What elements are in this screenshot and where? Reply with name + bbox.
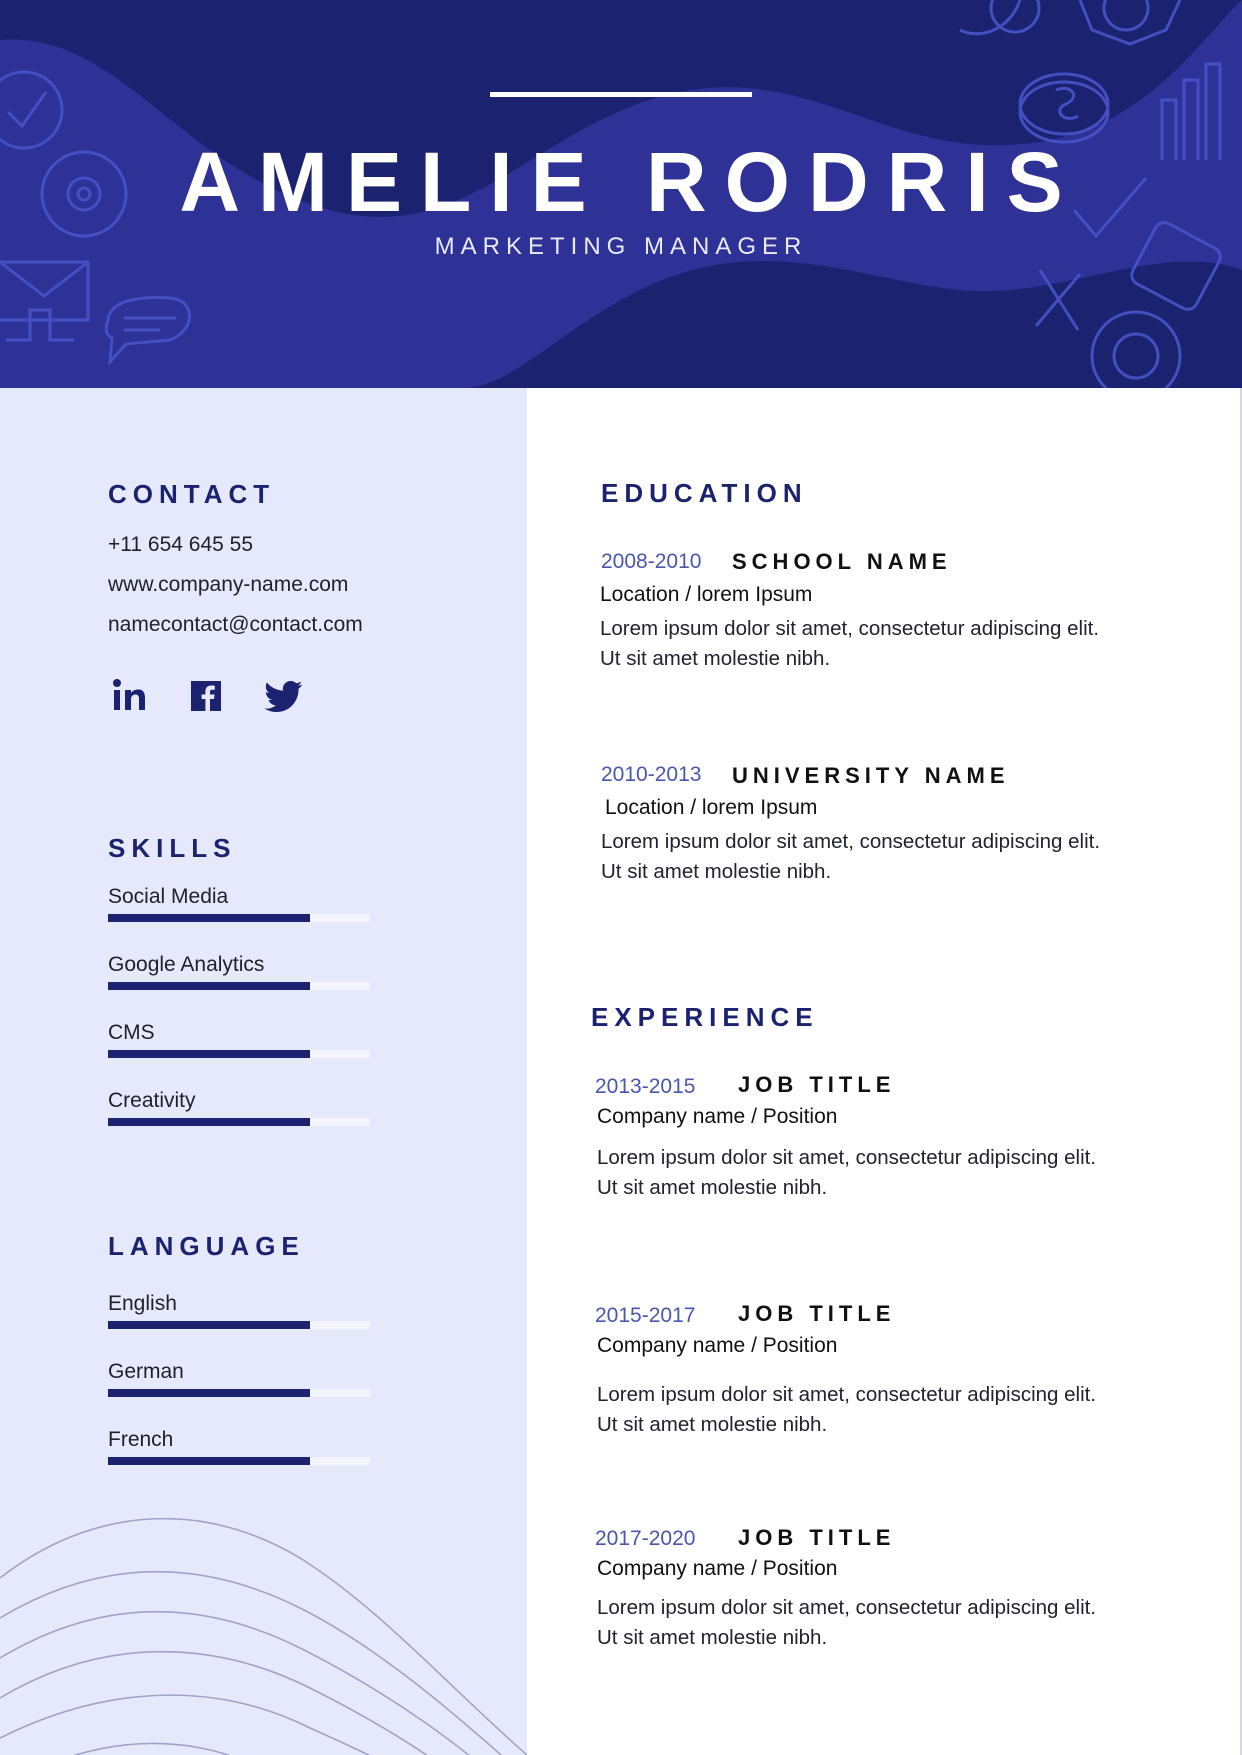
education-school-title: SCHOOL NAME (732, 549, 952, 574)
skills-label: CMS (108, 1021, 155, 1044)
language-level-fill (108, 1321, 310, 1329)
education-description-line2: Ut sit amet molestie nibh. (601, 860, 832, 883)
skills-level-bar (108, 1118, 370, 1126)
skills-label: Creativity (108, 1089, 196, 1112)
twitter-icon[interactable] (264, 676, 304, 716)
language-heading: LANGUAGE (108, 1231, 305, 1261)
experience-job-title: JOB TITLE (738, 1301, 896, 1326)
skills-level-fill (108, 914, 310, 922)
skills-level-fill (108, 982, 310, 990)
experience-description-line2: Ut sit amet molestie nibh. (597, 1176, 828, 1199)
education-years: 2008-2010 (601, 550, 702, 573)
contact-heading: CONTACT (108, 479, 276, 509)
experience-job-title: JOB TITLE (738, 1072, 896, 1097)
experience-years: 2017-2020 (595, 1527, 696, 1550)
language-label: English (108, 1292, 177, 1315)
language-level-bar (108, 1389, 370, 1397)
candidate-name: AMELIE RODRIS (179, 135, 1081, 229)
education-location: Location / lorem Ipsum (605, 796, 818, 819)
experience-job-title: JOB TITLE (738, 1525, 896, 1550)
education-university-title: UNIVERSITY NAME (732, 763, 1010, 788)
experience-description-line1: Lorem ipsum dolor sit amet, consectetur adipiscing elit. (597, 1146, 1097, 1169)
language-level-bar (108, 1321, 370, 1329)
contact-email[interactable]: namecontact@contact.com (108, 613, 363, 636)
skills-label: Social Media (108, 885, 229, 908)
skills-level-fill (108, 1118, 310, 1126)
language-level-fill (108, 1457, 310, 1465)
experience-company: Company name / Position (597, 1105, 838, 1128)
education-heading: EDUCATION (601, 478, 808, 508)
education-description-line1: Lorem ipsum dolor sit amet, consectetur adipiscing elit. (600, 617, 1100, 640)
experience-description-line1: Lorem ipsum dolor sit amet, consectetur adipiscing elit. (597, 1596, 1097, 1619)
facebook-icon[interactable] (186, 676, 226, 716)
skills-level-bar (108, 914, 370, 922)
skills-level-fill (108, 1050, 310, 1058)
sidebar-wave-decoration (0, 1518, 527, 1755)
experience-description-line2: Ut sit amet molestie nibh. (597, 1413, 828, 1436)
skills-level-bar (108, 982, 370, 990)
skills-label: Google Analytics (108, 953, 265, 976)
experience-description-line2: Ut sit amet molestie nibh. (597, 1626, 828, 1649)
header-banner (0, 0, 1242, 388)
education-description-line2: Ut sit amet molestie nibh. (600, 647, 831, 670)
language-level-bar (108, 1457, 370, 1465)
experience-heading: EXPERIENCE (591, 1002, 819, 1032)
skills-heading: SKILLS (108, 833, 237, 863)
contact-website[interactable]: www.company-name.com (108, 573, 349, 596)
experience-years: 2013-2015 (595, 1075, 696, 1098)
education-years: 2010-2013 (601, 763, 702, 786)
language-label: German (108, 1360, 184, 1383)
education-description-line1: Lorem ipsum dolor sit amet, consectetur adipiscing elit. (601, 830, 1101, 853)
language-label: French (108, 1428, 174, 1451)
header-divider (490, 92, 752, 97)
contact-phone: +11 654 645 55 (108, 533, 254, 556)
language-level-fill (108, 1389, 310, 1397)
candidate-role: MARKETING MANAGER (434, 233, 808, 260)
experience-years: 2015-2017 (595, 1304, 696, 1327)
experience-company: Company name / Position (597, 1334, 838, 1357)
experience-description-line1: Lorem ipsum dolor sit amet, consectetur adipiscing elit. (597, 1383, 1097, 1406)
linkedin-icon[interactable] (110, 676, 150, 716)
experience-company: Company name / Position (597, 1557, 838, 1580)
education-location: Location / lorem Ipsum (600, 583, 813, 606)
skills-level-bar (108, 1050, 370, 1058)
